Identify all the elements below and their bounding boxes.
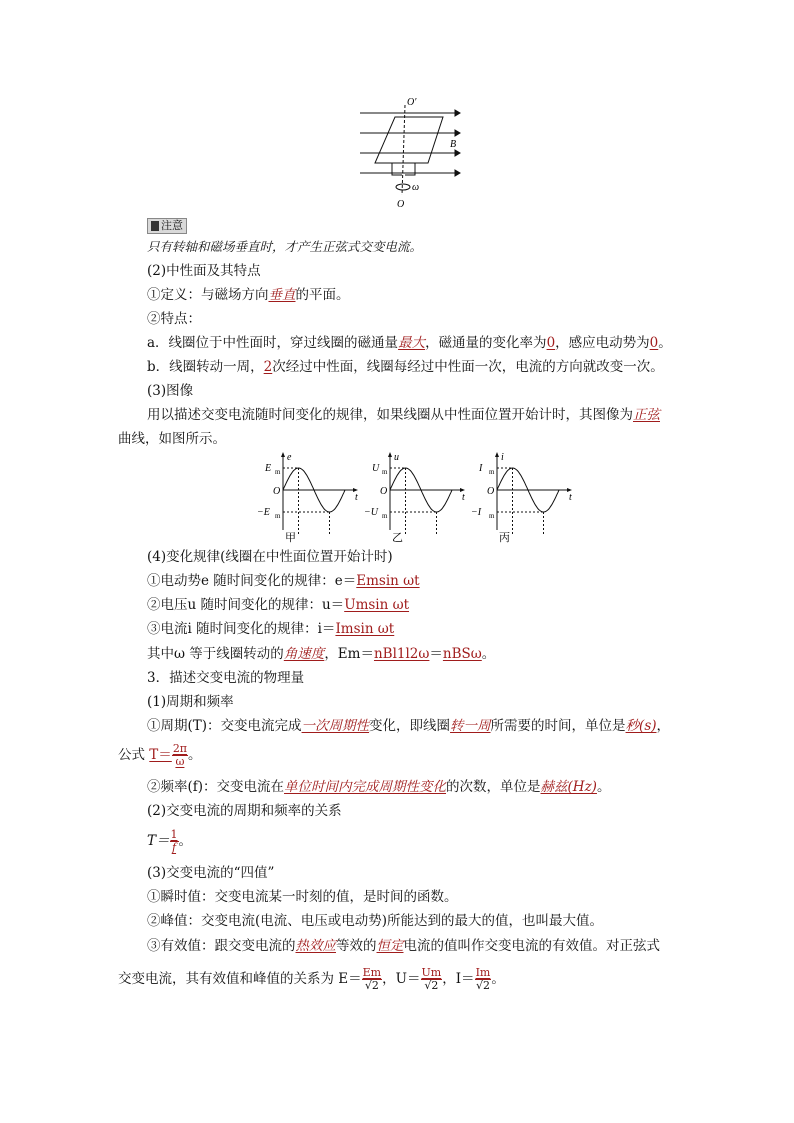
text: 的平面。 [295,287,350,303]
numerator: Em [362,966,382,979]
text: ①周期(T)：交变电流完成 [147,718,302,734]
text: 交变电流，其有效值和峰值的关系为 E＝ [118,971,362,987]
text: 电流的值叫作交变电流的有效值。对正弦式 [403,938,660,954]
answer-fill: 0 [546,335,556,351]
graph-caption: 丙 [499,532,510,544]
s2-feature-a [147,334,672,352]
s2-feature-b [147,358,664,376]
text: ，磁通量的变化率为 [425,335,547,351]
graph-origin-label: O [487,486,495,497]
graph-max-sub: m [382,468,388,476]
text: ②频率(f)：交变电流在 [147,779,285,795]
s4-heading: (4)变化规律(线圈在中性面位置开始计时) [147,549,393,565]
answer-fill: 一次周期性 [301,718,370,734]
o-prime-label: O′ [407,97,417,108]
answer-fill: nBl1l2ω [373,646,430,662]
text: a．线圈位于中性面时，穿过线圈的磁通量 [147,335,399,351]
s4-u-law [147,596,409,614]
graph-var-label: i [501,452,504,463]
text: 次经过中性面，线圈每经过中性面一次，电流的方向就改变一次。 [272,359,664,375]
denominator: √2 [364,979,379,992]
graph-min-sub: m [382,512,388,520]
graph-t-label: t [569,492,572,503]
answer-fill: Umsin ωt [344,597,410,613]
text: 。 [178,833,193,849]
answer-fill: 正弦 [633,407,660,423]
text: ③电流i 随时间变化的规律：i＝ [147,621,336,637]
p3-instantaneous: ①瞬时值：交变电流某一时刻的值，是时间的函数。 [147,889,458,905]
answer-fill: Emsin ωt [356,573,420,589]
graph-origin-label: O [273,486,281,497]
text: T＝ [147,833,170,849]
answer-fill: 转一周 [450,718,491,734]
denominator: √2 [424,979,439,992]
graph-min-sub: m [489,512,495,520]
answer-fill: 恒定 [376,938,404,954]
p3-heading: (3)交变电流的“四值” [147,865,275,881]
numerator: Im [475,966,491,979]
fraction [362,967,382,992]
answer-fill: 垂直 [268,287,296,303]
text: 。 [481,646,496,662]
y-axis-arrow [281,452,285,457]
coil-figure [355,95,475,210]
answer-fill: 单位时间内完成周期性变化 [284,779,447,795]
fraction [170,829,179,854]
s3-heading: (3)图像 [147,383,194,399]
graph-min-sub: m [275,512,281,520]
denominator: √2 [475,979,490,992]
answer-fill: 秒(s) [625,718,657,734]
denominator: f [171,841,177,854]
answer-fill: 0 [649,335,659,351]
p1-frequency [147,778,610,796]
omega-label: ω [412,182,420,193]
s4-i-law [147,620,394,638]
graph-var-label: u [394,452,399,463]
text: ＝ [429,646,443,662]
y-axis-arrow [388,452,392,457]
graph-caption: 乙 [392,532,403,544]
graph-max-label: U [372,463,380,474]
note-text: 只有转轴和磁场垂直时，才产生正弦式交变电流。 [147,239,423,254]
numerator: 2π [172,742,188,755]
coil-loop [375,117,443,163]
answer-fill: 热效应 [295,938,336,954]
s2-features: ②特点： [147,311,201,327]
p2-heading: (2)交变电流的周期和频率的关系 [147,803,342,819]
section-3-heading: 3．描述交变电流的物理量 [147,670,305,686]
graph-min-label: −U [364,507,378,518]
answer-fill: Imsin ωt [335,621,395,637]
answer-fill: 角速度 [283,646,325,662]
graph-max-sub: m [275,468,281,476]
text: 变化，即线圈 [369,718,451,734]
denominator: ω [175,755,185,768]
o-label: O [397,199,405,210]
text: 。 [658,335,672,351]
text: 。 [596,779,611,795]
answer-fill: nBSω [442,646,482,662]
text: ，I＝ [442,971,475,987]
text: 公式 [118,747,145,763]
graph-max-label: I [479,463,483,474]
answer-fill: 2 [263,359,273,375]
p1-formula [118,742,202,768]
text: ，Em＝ [324,646,374,662]
p1-period [147,717,670,735]
fraction [475,967,492,992]
graph-max-sub: m [489,468,495,476]
numerator: Um [421,966,442,979]
s3-paragraph-2: 曲线，如图所示。 [118,431,226,447]
text: 。 [188,747,202,763]
graph-min-label: −E [257,507,270,518]
answer-fill: 最大 [398,335,426,351]
s4-omega [147,645,495,663]
p1-heading: (1)周期和频率 [147,694,234,710]
speaker-icon [151,221,159,231]
text: 其中ω 等于线圈转动的 [147,646,284,662]
graph-var-label: e [287,452,292,463]
p2-formula [147,826,192,856]
s4-e-law [147,572,420,590]
fraction [421,967,443,992]
text: 用以描述交变电流随时间变化的规律，如果线圈从中性面位置开始计时，其图像为 [147,407,633,423]
text: ， [656,718,671,734]
graph-origin-label: O [380,486,388,497]
answer-fill: T＝ [149,747,172,763]
note-badge-label: 注意 [161,219,183,232]
text: 的次数，单位是 [446,779,541,795]
graph-t-label: t [355,492,358,503]
answer-fill: 赫兹(Hz) [540,779,597,795]
text: ①电动势e 随时间变化的规律：e＝ [147,573,357,589]
graph-max-label: E [265,463,272,474]
s2-heading: (2)中性面及其特点 [147,263,261,279]
s3-paragraph-1 [147,406,660,424]
text: ，感应电动势为 [555,335,650,351]
text: ②电压u 随时间变化的规律：u＝ [147,597,345,613]
text: 所需要的时间，单位是 [490,718,626,734]
text: 等效的 [336,938,377,954]
s2-definition [147,286,350,304]
fraction [172,743,188,768]
numerator: 1 [170,828,178,841]
p3-relation [118,962,505,996]
sine-graphs [255,450,575,545]
graph-min-label: −I [471,507,482,518]
note-badge [147,218,187,234]
text: ①定义：与磁场方向 [147,287,269,303]
text: ③有效值：跟交变电流的 [147,938,296,954]
b-label: B [450,139,457,150]
graph-caption: 甲 [285,532,296,544]
p3-effective [147,937,660,955]
text: 。 [491,971,505,987]
y-axis-arrow [495,452,499,457]
text: ，U＝ [382,971,421,987]
p3-peak: ②峰值：交变电流(电流、电压或电动势)所能达到的最大的值，也叫最大值。 [147,913,604,929]
graph-t-label: t [462,492,465,503]
text: b．线圈转动一周， [147,359,264,375]
